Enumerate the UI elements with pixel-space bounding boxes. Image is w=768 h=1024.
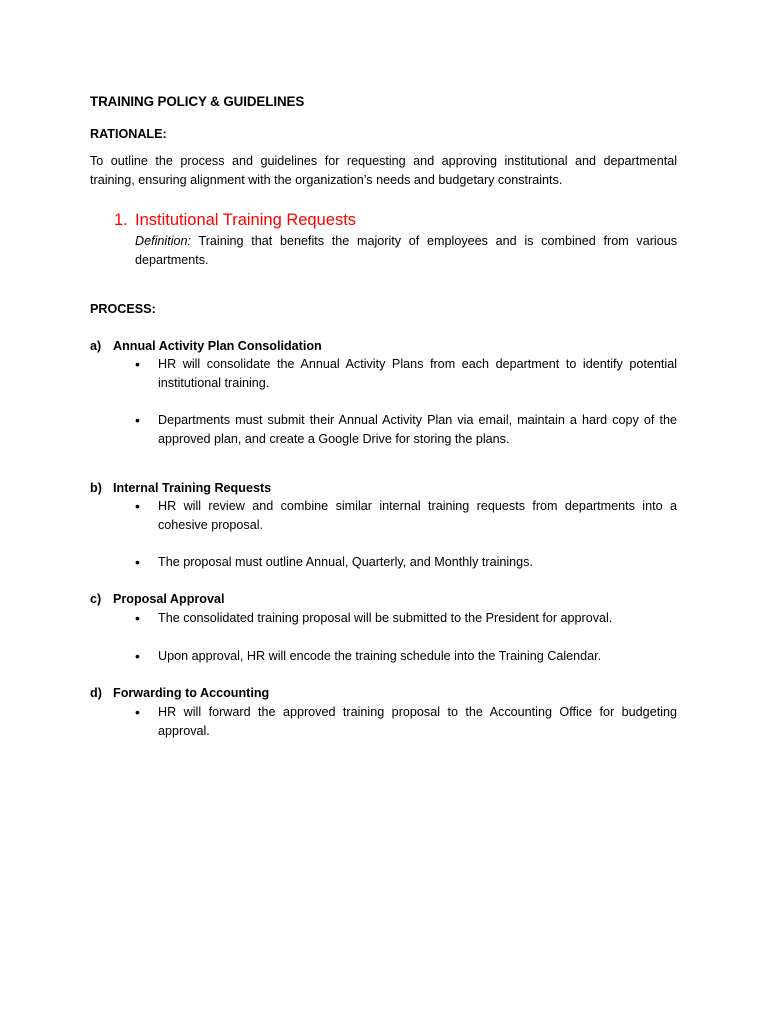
bullet-icon: • bbox=[135, 412, 140, 428]
definition-text: Training that benefits the majority of employees and is combined from various departments. bbox=[135, 234, 677, 267]
bullet-text: HR will consolidate the Annual Activity Plans from each department to identify potential institutional training. bbox=[158, 357, 677, 390]
list-item bbox=[135, 355, 677, 392]
list-item bbox=[135, 647, 677, 666]
bullet-icon: • bbox=[135, 704, 140, 720]
section-heading bbox=[114, 209, 356, 231]
subsection-heading-c bbox=[90, 590, 225, 609]
document-title: TRAINING POLICY & GUIDELINES bbox=[90, 94, 305, 109]
bullet-icon: • bbox=[135, 356, 140, 372]
list-item bbox=[135, 609, 677, 628]
bullet-text: HR will review and combine similar internal training requests from departments into a cohesive proposal. bbox=[158, 499, 677, 532]
process-label: PROCESS: bbox=[90, 302, 156, 316]
definition-label: Definition: bbox=[135, 234, 192, 248]
list-item bbox=[135, 703, 677, 740]
bullet-icon: • bbox=[135, 610, 140, 626]
subsection-heading-a bbox=[90, 337, 322, 356]
subsection-title: Annual Activity Plan Consolidation bbox=[113, 339, 322, 353]
document-page bbox=[90, 0, 677, 1024]
definition-paragraph bbox=[135, 232, 677, 269]
list-item bbox=[135, 553, 677, 572]
rationale-paragraph: To outline the process and guidelines for requesting and approving institutional and departmental training, ensuring alignment with the organization’s needs and budgetary constraints. bbox=[90, 154, 677, 187]
bullet-icon: • bbox=[135, 648, 140, 664]
bullet-text: The proposal must outline Annual, Quarterly, and Monthly trainings. bbox=[158, 555, 533, 569]
subsection-letter: d) bbox=[90, 686, 102, 700]
subsection-heading-d bbox=[90, 684, 269, 703]
bullet-icon: • bbox=[135, 554, 140, 570]
bullet-text: Departments must submit their Annual Activity Plan via email, maintain a hard copy of the approved plan, and create a Google Drive for storing the plans. bbox=[158, 413, 677, 446]
list-item bbox=[135, 411, 677, 448]
bullet-text: HR will forward the approved training proposal to the Accounting Office for budgeting approval. bbox=[158, 705, 677, 738]
bullet-icon: • bbox=[135, 498, 140, 514]
section-heading-text: Institutional Training Requests bbox=[135, 211, 357, 229]
subsection-heading-b bbox=[90, 479, 271, 498]
subsection-letter: b) bbox=[90, 481, 102, 495]
subsection-letter: a) bbox=[90, 339, 102, 353]
section-number: 1. bbox=[114, 211, 128, 229]
subsection-title: Forwarding to Accounting bbox=[113, 686, 270, 700]
bullet-text: Upon approval, HR will encode the training schedule into the Training Calendar. bbox=[158, 649, 602, 663]
subsection-letter: c) bbox=[90, 592, 102, 606]
subsection-title: Proposal Approval bbox=[113, 592, 225, 606]
bullet-text: The consolidated training proposal will be submitted to the President for approval. bbox=[158, 611, 613, 625]
rationale-label: RATIONALE: bbox=[90, 127, 167, 141]
subsection-title: Internal Training Requests bbox=[113, 481, 272, 495]
list-item bbox=[135, 497, 677, 534]
